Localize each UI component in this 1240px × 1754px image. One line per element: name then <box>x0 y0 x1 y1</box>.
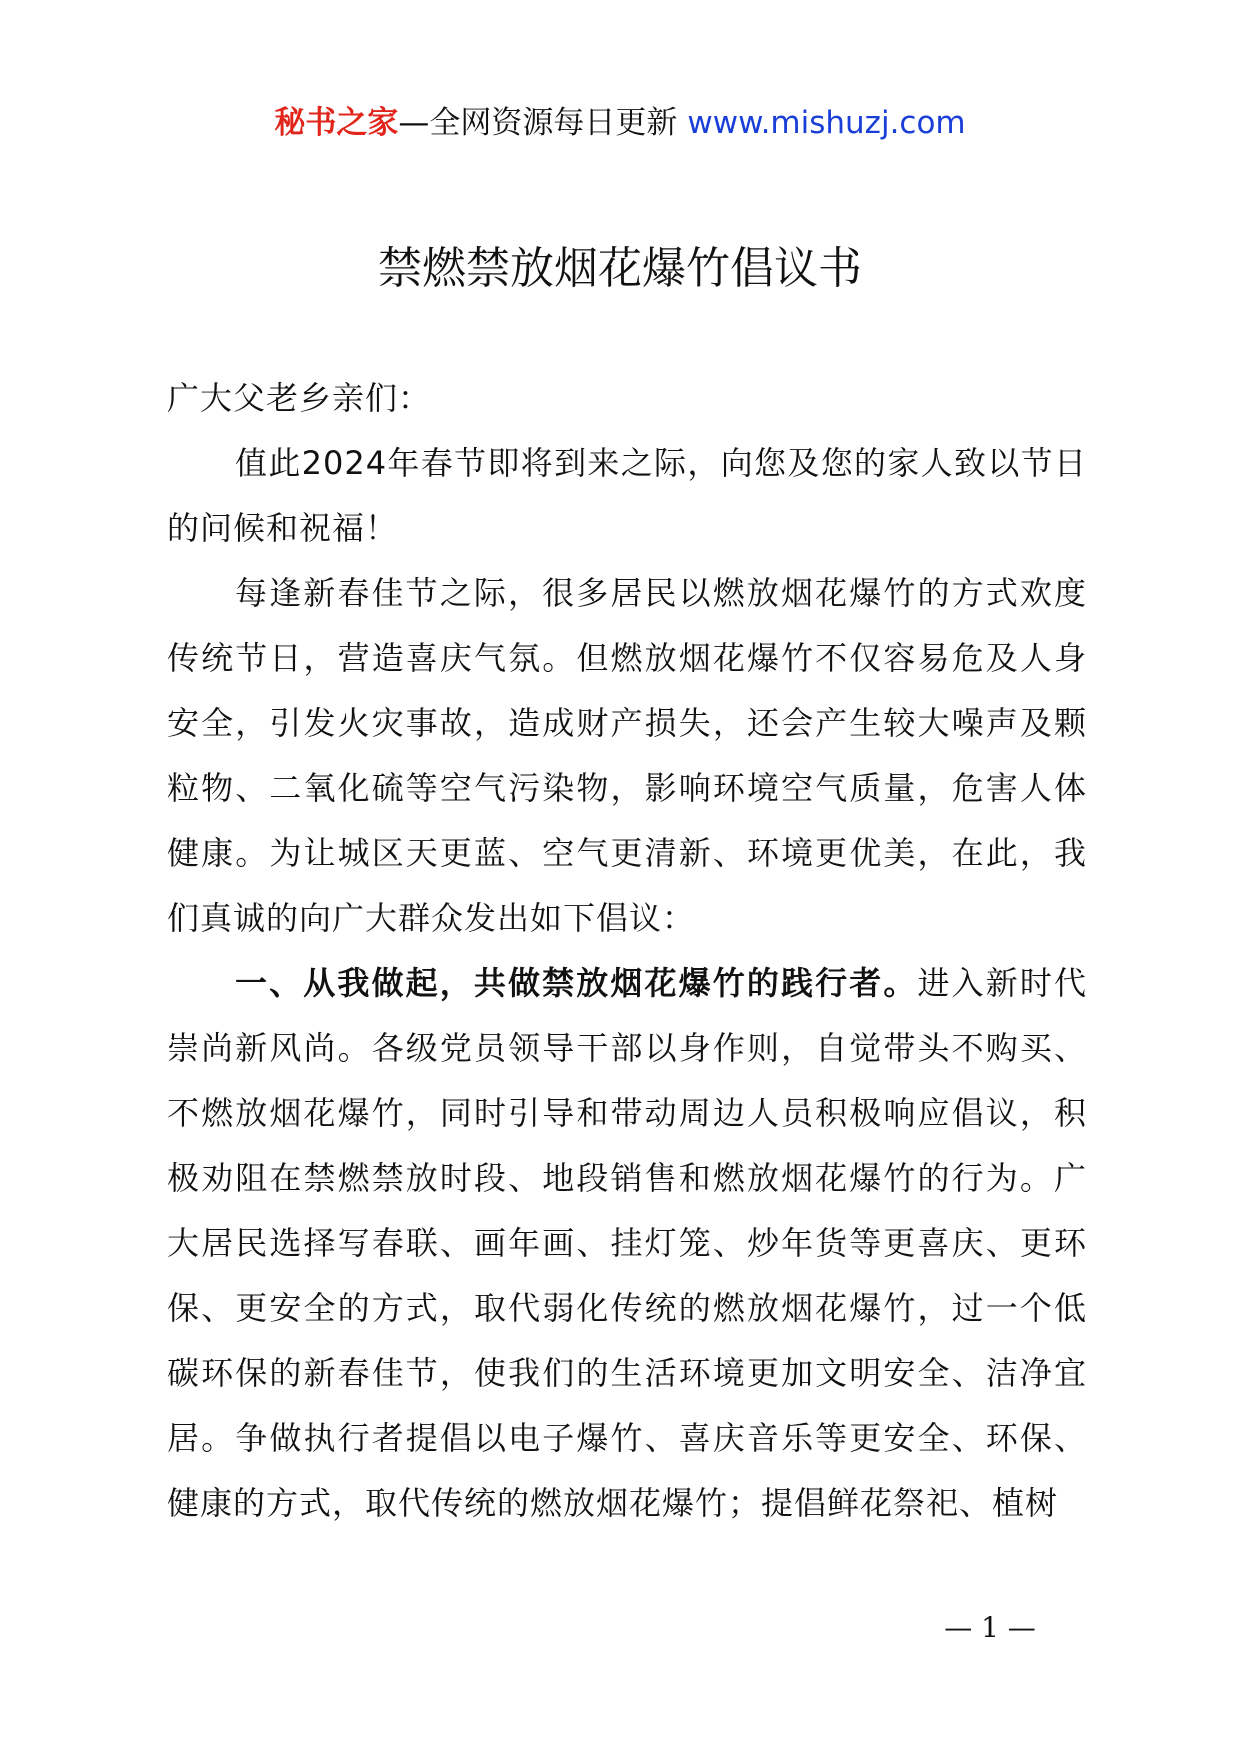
site-url-link[interactable]: www.mishuzj.com <box>687 105 966 141</box>
paragraph-greeting: 值此2024年春节即将到来之际，向您及您的家人致以节日的问候和祝福！ <box>167 444 1087 547</box>
point-1-heading: 一、从我做起，共做禁放烟花爆竹的践行者。 <box>235 964 918 1002</box>
site-brand: 秘书之家 <box>274 105 399 141</box>
site-tagline: —全网资源每日更新 <box>398 105 678 141</box>
site-header <box>0 100 1240 146</box>
page-number: — 1 — <box>944 1611 1036 1644</box>
document-body <box>167 366 1087 1536</box>
point-1-body: 进入新时代崇尚新风尚。各级党员领导干部以身作则，自觉带头不购买、不燃放烟花爆竹，同时引导和带动周边人员积极响应倡议，积极劝阻在禁燃禁放时段、地段销售和燃放烟花爆竹的行为。广大居民选择写春联、画年画、挂灯笼、炒年货等更喜庆、更环保、更安全的方式，取代弱化传统的燃放烟花爆竹，过一个低碳环保的新春佳节，使我们的生活环境更加文明安全、洁净宜居。争做执行者提倡以电子爆竹、喜庆音乐等更安全、环保、健康的方式，取代传统的燃放烟花爆竹；提倡鲜花祭祀、植树 <box>167 964 1087 1522</box>
document-title: 禁燃禁放烟花爆竹倡议书 <box>378 243 862 294</box>
paragraph-background: 每逢新春佳节之际，很多居民以燃放烟花爆竹的方式欢度传统节日，营造喜庆气氛。但燃放烟花爆竹不仅容易危及人身安全，引发火灾事故，造成财产损失，还会产生较大噪声及颗粒物、二氧化硫等空气污染物，影响环境空气质量，危害人体健康。为让城区天更蓝、空气更清新、环境更优美，在此，我们真诚的向广大群众发出如下倡议： <box>167 574 1087 937</box>
paragraph-point-1 <box>167 951 1087 1536</box>
salutation: 广大父老乡亲们： <box>167 379 432 417</box>
